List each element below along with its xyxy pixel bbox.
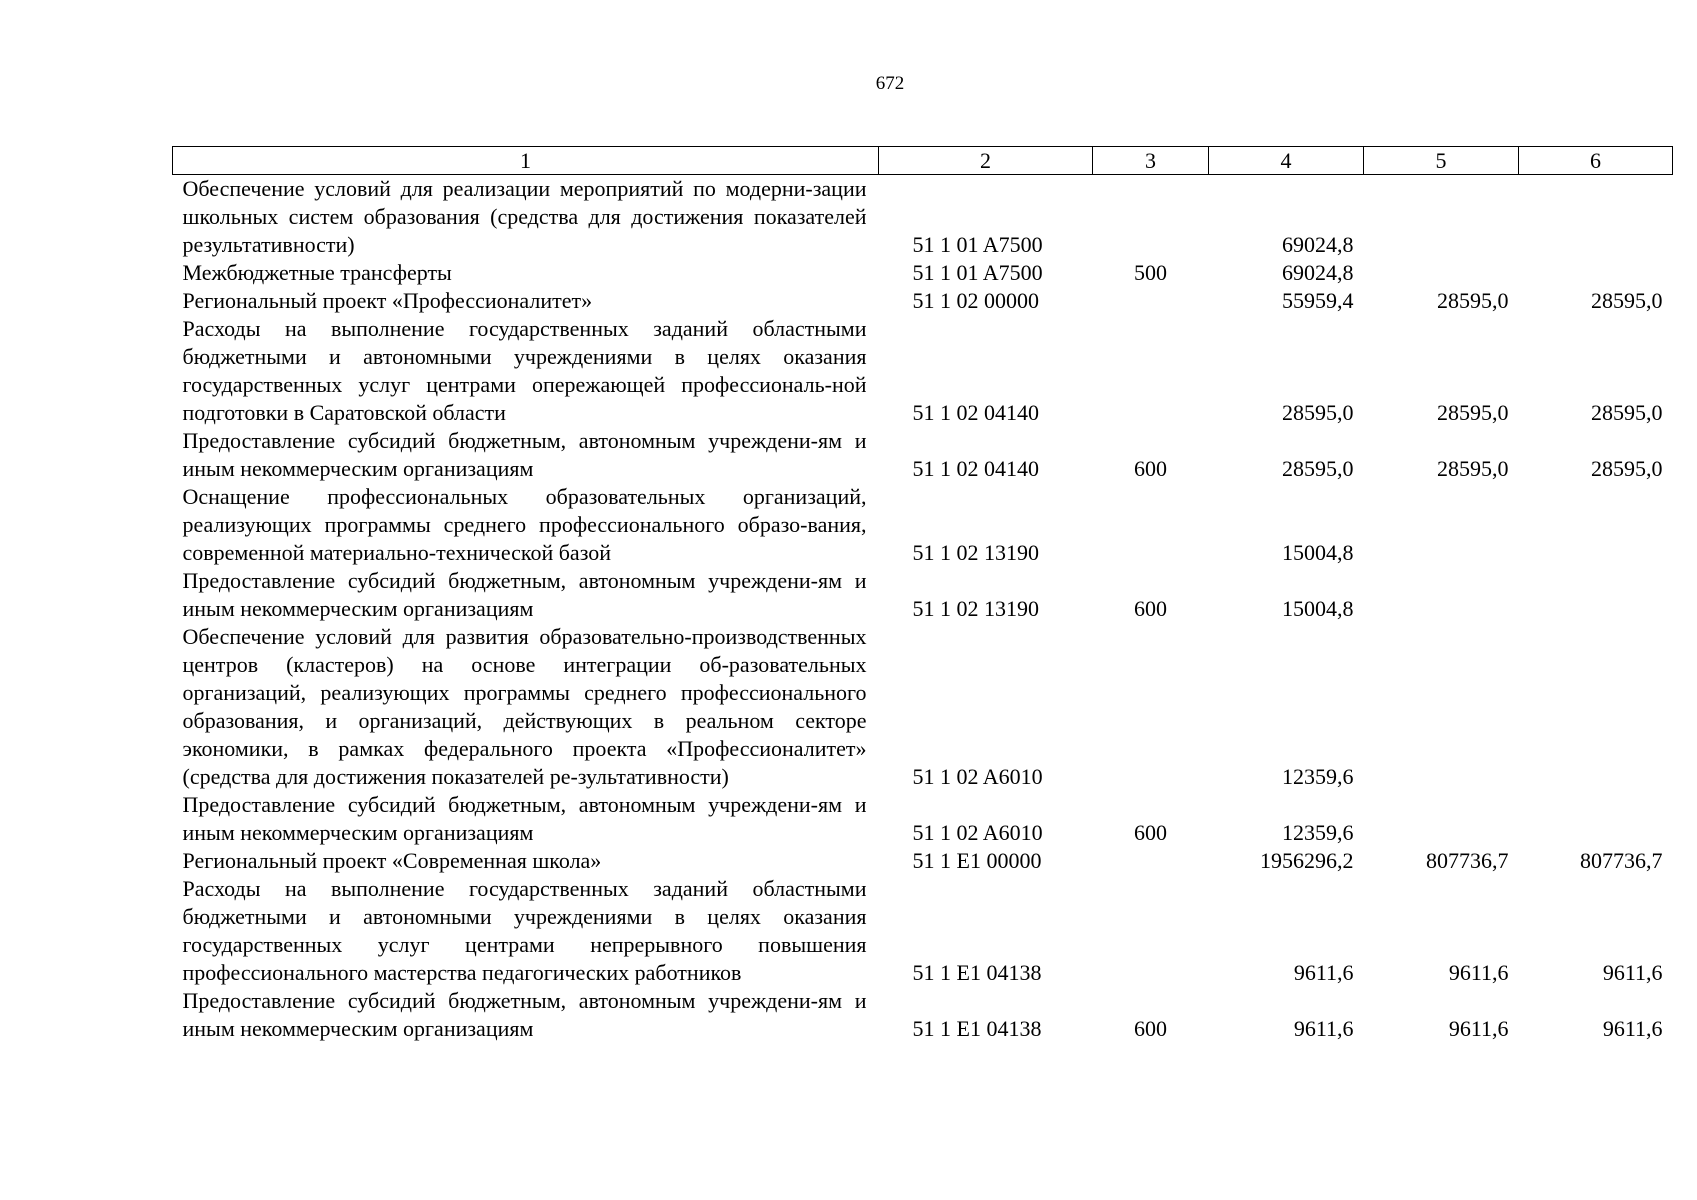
row-sum-col-4: 69024,8 xyxy=(1282,232,1354,257)
row-sum-col-5 xyxy=(1364,259,1519,287)
table-row xyxy=(173,259,1673,287)
row-sum-col-5: 28595,0 xyxy=(1437,288,1509,313)
row-name: Предоставление субсидий бюджетным, автономным учреждени-ям и иным некоммерческим организациям xyxy=(182,988,867,1041)
row-name: Предоставление субсидий бюджетным, автономным учреждени-ям и иным некоммерческим организациям xyxy=(182,428,867,481)
table-row xyxy=(173,791,1673,847)
table-row xyxy=(173,875,1673,987)
table-row xyxy=(173,483,1673,567)
row-expense-type xyxy=(1093,483,1209,567)
row-expense-type xyxy=(1093,175,1209,260)
row-sum-col-6 xyxy=(1519,567,1673,623)
row-expense-type xyxy=(1093,875,1209,987)
row-sum-col-4: 9611,6 xyxy=(1293,960,1354,985)
row-sum-col-5: 807736,7 xyxy=(1426,848,1509,873)
table-row xyxy=(173,987,1673,1043)
table-row xyxy=(173,623,1673,791)
row-name: Расходы на выполнение государственных заданий областными бюджетными и автономными учреждениями в целях оказания государственных услуг центрами непрерывного повышения профессионального мастерства педагогических работников xyxy=(182,876,867,985)
row-expense-type: 600 xyxy=(1134,820,1167,845)
row-name: Региональный проект «Современная школа» xyxy=(182,848,602,873)
header-col-2: 2 xyxy=(879,147,1093,175)
row-sum-col-6: 28595,0 xyxy=(1591,456,1663,481)
row-sum-col-6: 9611,6 xyxy=(1602,1016,1663,1041)
row-sum-col-6 xyxy=(1519,175,1673,260)
row-sum-col-6 xyxy=(1519,259,1673,287)
row-sum-col-5 xyxy=(1364,567,1519,623)
header-col-3: 3 xyxy=(1093,147,1209,175)
row-sum-col-4: 28595,0 xyxy=(1282,400,1354,425)
row-sum-col-6: 28595,0 xyxy=(1591,288,1663,313)
row-sum-col-4: 1956296,2 xyxy=(1260,848,1354,873)
row-expense-type: 600 xyxy=(1134,596,1167,621)
row-sum-col-5 xyxy=(1364,175,1519,260)
table-header xyxy=(173,147,1673,175)
table-row xyxy=(173,287,1673,315)
row-code: 51 1 02 13190 xyxy=(912,596,1039,621)
table-body xyxy=(173,175,1673,1044)
row-code: 51 1 01 A7500 xyxy=(912,260,1043,285)
row-expense-type xyxy=(1093,315,1209,427)
row-code: 51 1 02 00000 xyxy=(912,288,1039,313)
row-code: 51 1 E1 04138 xyxy=(912,960,1042,985)
row-sum-col-5: 28595,0 xyxy=(1437,400,1509,425)
row-sum-col-4: 28595,0 xyxy=(1282,456,1354,481)
budget-table xyxy=(172,146,1673,1043)
row-name: Обеспечение условий для развития образовательно-производственных центров (кластеров) на основе интеграции об-разовательных организаций, реализующих программы среднего профессионального образования, и организаций, действующих в реальном секторе экономики, в рамках федерального проекта «Профессионалитет» (средства для достижения показателей ре-зультативности) xyxy=(182,624,867,789)
row-sum-col-4: 12359,6 xyxy=(1282,820,1354,845)
row-sum-col-5: 9611,6 xyxy=(1448,1016,1509,1041)
row-sum-col-4: 15004,8 xyxy=(1282,596,1354,621)
table-row xyxy=(173,427,1673,483)
row-code: 51 1 02 04140 xyxy=(912,400,1039,425)
row-sum-col-6: 807736,7 xyxy=(1580,848,1663,873)
row-sum-col-5 xyxy=(1364,791,1519,847)
row-sum-col-5: 9611,6 xyxy=(1448,960,1509,985)
header-row xyxy=(173,147,1673,175)
row-name: Расходы на выполнение государственных заданий областными бюджетными и автономными учреждениями в целях оказания государственных услуг центрами опережающей профессиональ-ной подготовки в Саратовской области xyxy=(182,316,867,425)
row-sum-col-6 xyxy=(1519,623,1673,791)
row-expense-type: 600 xyxy=(1134,456,1167,481)
row-sum-col-4: 12359,6 xyxy=(1282,764,1354,789)
header-col-6: 6 xyxy=(1519,147,1673,175)
table-row xyxy=(173,315,1673,427)
row-expense-type: 500 xyxy=(1134,260,1167,285)
row-sum-col-4: 69024,8 xyxy=(1282,260,1354,285)
header-col-1: 1 xyxy=(173,147,879,175)
row-sum-col-4: 9611,6 xyxy=(1293,1016,1354,1041)
row-sum-col-5: 28595,0 xyxy=(1437,456,1509,481)
table-row xyxy=(173,175,1673,260)
row-code: 51 1 01 A7500 xyxy=(912,232,1043,257)
row-name: Оснащение профессиональных образовательных организаций, реализующих программы среднего профессионального образо-вания, современной материально-технической базой xyxy=(182,484,867,565)
row-code: 51 1 02 13190 xyxy=(912,540,1039,565)
header-col-4: 4 xyxy=(1209,147,1364,175)
row-name: Обеспечение условий для реализации мероприятий по модерни-зации школьных систем образования (средства для достижения показателей результативности) xyxy=(182,176,867,257)
row-sum-col-6 xyxy=(1519,483,1673,567)
row-expense-type xyxy=(1093,847,1209,875)
row-code: 51 1 02 04140 xyxy=(912,456,1039,481)
row-code: 51 1 02 A6010 xyxy=(912,764,1043,789)
row-name: Региональный проект «Профессионалитет» xyxy=(182,288,593,313)
row-sum-col-4: 55959,4 xyxy=(1282,288,1354,313)
row-sum-col-5 xyxy=(1364,483,1519,567)
row-sum-col-6: 9611,6 xyxy=(1602,960,1663,985)
row-expense-type: 600 xyxy=(1134,1016,1167,1041)
table-row xyxy=(173,847,1673,875)
row-code: 51 1 E1 04138 xyxy=(912,1016,1042,1041)
page-number: 672 xyxy=(875,73,905,94)
row-sum-col-5 xyxy=(1364,623,1519,791)
row-expense-type xyxy=(1093,623,1209,791)
row-name: Предоставление субсидий бюджетным, автономным учреждени-ям и иным некоммерческим организациям xyxy=(182,792,867,845)
row-sum-col-6: 28595,0 xyxy=(1591,400,1663,425)
table-row xyxy=(173,567,1673,623)
row-name: Межбюджетные трансферты xyxy=(182,260,452,285)
row-sum-col-4: 15004,8 xyxy=(1282,540,1354,565)
row-code: 51 1 02 A6010 xyxy=(912,820,1043,845)
row-expense-type xyxy=(1093,287,1209,315)
header-col-5: 5 xyxy=(1364,147,1519,175)
row-code: 51 1 E1 00000 xyxy=(912,848,1042,873)
row-sum-col-6 xyxy=(1519,791,1673,847)
row-name: Предоставление субсидий бюджетным, автономным учреждени-ям и иным некоммерческим организациям xyxy=(182,568,867,621)
